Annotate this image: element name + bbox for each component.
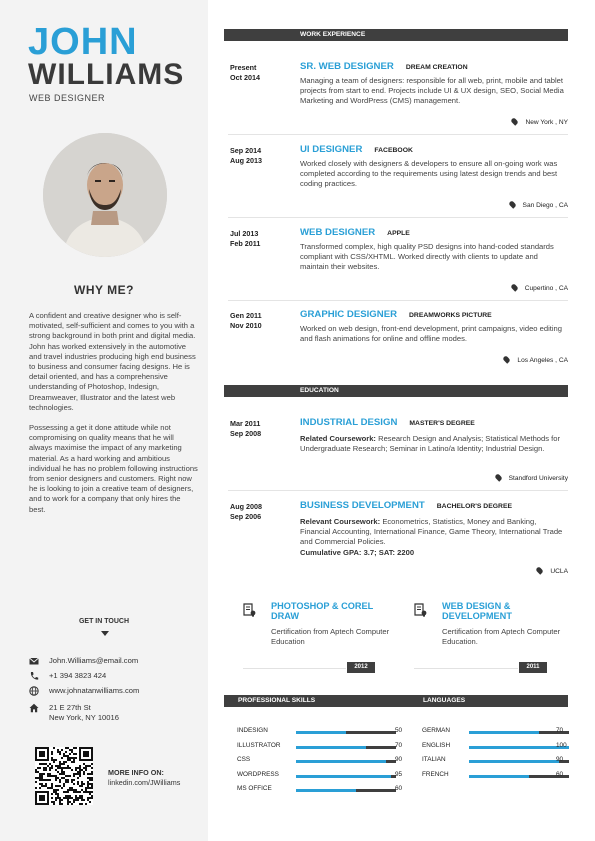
language-name: FRENCH xyxy=(422,770,449,778)
work-dates xyxy=(230,63,290,83)
work-location xyxy=(512,118,568,126)
skill-bar-fill xyxy=(296,789,356,792)
role-title: UI DESIGNER xyxy=(300,144,363,155)
email-text: John.Williams@email.com xyxy=(49,656,139,665)
location-pin-icon xyxy=(536,566,544,574)
skill-bar-track xyxy=(296,731,396,734)
company-name: APPLE xyxy=(387,230,410,237)
skill-bar-fill xyxy=(296,760,386,763)
divider xyxy=(228,490,568,491)
divider xyxy=(414,668,518,669)
skill-value: 90 xyxy=(395,756,403,763)
language-value: 90 xyxy=(556,756,564,763)
skill-name: CSS xyxy=(237,756,251,763)
location-pin-icon xyxy=(510,283,518,291)
work-experience-title: WORK EXPERIENCE xyxy=(300,31,366,38)
coursework-text: Econometrics, Statistics, Money and Banking, Financial Accounting, International Finance, Game Theory, International Trade and Commercial Policies. xyxy=(300,517,563,547)
date-from: Present xyxy=(230,63,257,72)
location-text: New York , NY xyxy=(525,119,568,126)
certificate-icon xyxy=(414,603,427,617)
linkedin-link[interactable]: linkedin.com/JWilliams xyxy=(108,778,181,787)
language-value: 70 xyxy=(556,727,564,734)
skill-bar-track xyxy=(296,789,396,792)
skill-value: 95 xyxy=(395,770,403,778)
date-from: Jul 2013 xyxy=(230,229,259,238)
job-title: WEB DESIGNER xyxy=(29,93,106,103)
work-description: Transformed complex, high quality PSD designs into hand-coded standards compliant with CSS/XHTML. Worked directly with clients to update and maintain their websites. xyxy=(300,242,554,272)
sidebar xyxy=(0,0,208,841)
language-name: ITALIAN xyxy=(422,756,446,763)
skill-row xyxy=(237,785,415,794)
education-coursework xyxy=(300,517,568,558)
role-title: WEB DESIGNER xyxy=(300,227,376,238)
education-location xyxy=(537,567,568,575)
language-row xyxy=(422,756,576,765)
work-role xyxy=(300,309,492,320)
get-in-touch-title: GET IN TOUCH xyxy=(78,618,130,625)
location-text: Los Angeles , CA xyxy=(517,357,568,364)
coursework-text: Research Design and Analysis; Statistical Methods for Undergraduate Research; Seminar in Latino/a Identity; Industrial Design. xyxy=(300,434,561,454)
skill-row xyxy=(237,727,415,736)
education-coursework xyxy=(300,434,568,454)
why-me-text xyxy=(29,311,199,525)
language-row xyxy=(422,742,576,751)
language-name: GERMAN xyxy=(422,727,451,734)
degree-title: BUSINESS DEVELOPMENT xyxy=(300,500,425,511)
date-to: Aug 2013 xyxy=(230,156,262,165)
language-name: ENGLISH xyxy=(422,741,451,749)
divider xyxy=(228,300,568,301)
education-degree xyxy=(300,500,512,511)
skill-row xyxy=(237,771,415,780)
divider xyxy=(228,134,568,135)
work-location xyxy=(512,284,568,292)
work-dates xyxy=(230,146,290,166)
divider xyxy=(243,668,346,669)
language-row xyxy=(422,727,576,736)
caret-down-icon xyxy=(101,631,109,636)
address-line1: 21 E 27th St xyxy=(49,703,91,712)
work-description: Worked on web design, front-end development, print campaigns, video editing and flash animations for online and offline modes. xyxy=(300,324,562,344)
company-name: DREAM CREATION xyxy=(405,64,468,71)
portrait-image xyxy=(43,133,167,257)
certification-title: PHOTOSHOP & COREL DRAW xyxy=(271,601,374,621)
language-value: 100 xyxy=(556,741,567,749)
work-role xyxy=(300,144,413,155)
location-pin-icon xyxy=(503,355,511,363)
work-experience-header xyxy=(224,29,568,41)
date-to: Oct 2014 xyxy=(230,73,260,82)
work-location xyxy=(510,201,568,209)
language-bar-fill xyxy=(469,746,569,749)
why-me-title: WHY ME? xyxy=(74,283,134,297)
role-title: GRAPHIC DESIGNER xyxy=(300,309,398,320)
language-bar-track xyxy=(469,746,569,749)
coursework-label: Related Coursework: xyxy=(300,434,376,443)
certificate-icon xyxy=(243,603,256,617)
location-pin-icon xyxy=(494,473,502,481)
language-bar-track xyxy=(469,731,569,734)
skill-row xyxy=(237,756,415,765)
skill-value: 70 xyxy=(395,741,403,749)
education-dates xyxy=(230,502,290,522)
envelope-icon xyxy=(29,656,39,666)
company-name: DREAMWORKS PICTURE xyxy=(409,312,492,319)
language-value: 60 xyxy=(556,770,564,778)
skills-languages-header xyxy=(224,695,568,707)
skill-bar-track xyxy=(296,760,396,763)
work-dates xyxy=(230,229,290,249)
globe-icon xyxy=(29,686,39,696)
skill-value: 50 xyxy=(395,727,403,734)
education-dates xyxy=(230,419,290,439)
skill-bar-track xyxy=(296,775,396,778)
work-role xyxy=(300,61,468,72)
skill-value: 60 xyxy=(395,785,403,792)
certification-description: Certification from Aptech Computer Education xyxy=(271,627,390,647)
more-info-title: MORE INFO ON: xyxy=(108,768,164,777)
location-text: UCLA xyxy=(550,568,568,575)
gpa-text: Cumulative GPA: 3.7; SAT: 2200 xyxy=(300,547,415,557)
certification-year: 2011 xyxy=(519,662,547,673)
date-from: Sep 2014 xyxy=(230,146,262,155)
address-line2: New York, NY 10016 xyxy=(49,713,119,722)
location-text: Standford University xyxy=(508,475,568,482)
education-title: EDUCATION xyxy=(300,387,339,394)
date-to: Feb 2011 xyxy=(230,239,261,248)
skill-name: INDESIGN xyxy=(237,727,268,734)
certification-year: 2012 xyxy=(347,662,375,673)
work-location xyxy=(504,356,568,364)
date-from: Gen 2011 xyxy=(230,311,262,320)
first-name: JOHN xyxy=(28,21,138,63)
languages-title: LANGUAGES xyxy=(423,697,466,704)
skill-bar-fill xyxy=(296,746,366,749)
profile-photo xyxy=(43,133,167,257)
divider xyxy=(228,217,568,218)
date-to: Sep 2008 xyxy=(230,429,262,438)
location-text: San Diego , CA xyxy=(522,202,568,209)
degree-level: MASTER'S DEGREE xyxy=(409,420,475,427)
certification-title: WEB DESIGN & DEVELOPMENT xyxy=(442,601,512,621)
language-bar-track xyxy=(469,775,569,778)
work-role xyxy=(300,227,410,238)
date-to: Sep 2006 xyxy=(230,512,262,521)
education-header xyxy=(224,385,568,397)
date-from: Mar 2011 xyxy=(230,419,261,428)
language-bar-track xyxy=(469,760,569,763)
skill-bar-fill xyxy=(296,731,346,734)
phone-text: +1 394 3823 424 xyxy=(49,671,107,680)
last-name: WILLIAMS xyxy=(28,58,185,91)
location-pin-icon xyxy=(511,117,519,125)
degree-level: BACHELOR'S DEGREE xyxy=(436,503,513,510)
degree-title: INDUSTRIAL DESIGN xyxy=(300,417,398,428)
work-dates xyxy=(230,311,290,331)
date-to: Nov 2010 xyxy=(230,321,262,330)
language-bar-fill xyxy=(469,760,559,763)
professional-skills-title: PROFESSIONAL SKILLS xyxy=(238,697,316,704)
language-bar-fill xyxy=(469,775,529,778)
why-me-paragraph: Possessing a get it done attitude while not compromising on quality means that he will always maximise the impact of any marketing material. As a hard working and ambitious individual he has no problem following instructions from senior designers and customers. Right now he is looking to join a creative team of designers, and to work for a company that only hires the best. xyxy=(29,423,198,514)
location-pin-icon xyxy=(508,200,516,208)
qr-code-image xyxy=(35,747,93,805)
work-description: Managing a team of designers: responsible for all web, print, mobile and tablet projects from start to end. Projects include UI & UX design, SEO, Social Media Marketing and WordPress (CMS) management. xyxy=(300,76,564,106)
language-row xyxy=(422,771,576,780)
skill-bar-track xyxy=(296,746,396,749)
qr-code xyxy=(35,747,93,805)
certification-description: Certification from Aptech Computer Education. xyxy=(442,627,561,647)
skill-name: WORDPRESS xyxy=(237,770,279,778)
education-location xyxy=(496,474,568,482)
why-me-paragraph: A confident and creative designer who is self-motivated, self-sufficient and comes to you with a strong background in both print and digital media. John has worked extensively in the automotive and travel industries producing high end business to business and consumer facing designs. He is detail oriented, and has a comprehensive understanding of Photoshop, Indesign, Dreamweaver, Illustrator and the latest web technologies. xyxy=(29,311,196,412)
skill-row xyxy=(237,742,415,751)
website-text: www.johnatanwilliams.com xyxy=(49,686,140,695)
coursework-label: Relevant Coursework: xyxy=(300,517,381,526)
phone-icon xyxy=(29,671,39,681)
skill-bar-fill xyxy=(296,775,391,778)
education-degree xyxy=(300,417,475,428)
skill-name: MS OFFICE xyxy=(237,785,272,792)
role-title: SR. WEB DESIGNER xyxy=(300,61,394,72)
work-description: Worked closely with designers & developers to ensure all on-going work was completed according to the requirements using latest design trends and best coding practices. xyxy=(300,159,558,189)
company-name: FACEBOOK xyxy=(374,147,413,154)
location-text: Cupertino , CA xyxy=(524,285,568,292)
language-bar-fill xyxy=(469,731,539,734)
skill-name: ILLUSTRATOR xyxy=(237,741,281,749)
date-from: Aug 2008 xyxy=(230,502,262,511)
home-icon xyxy=(29,703,39,713)
